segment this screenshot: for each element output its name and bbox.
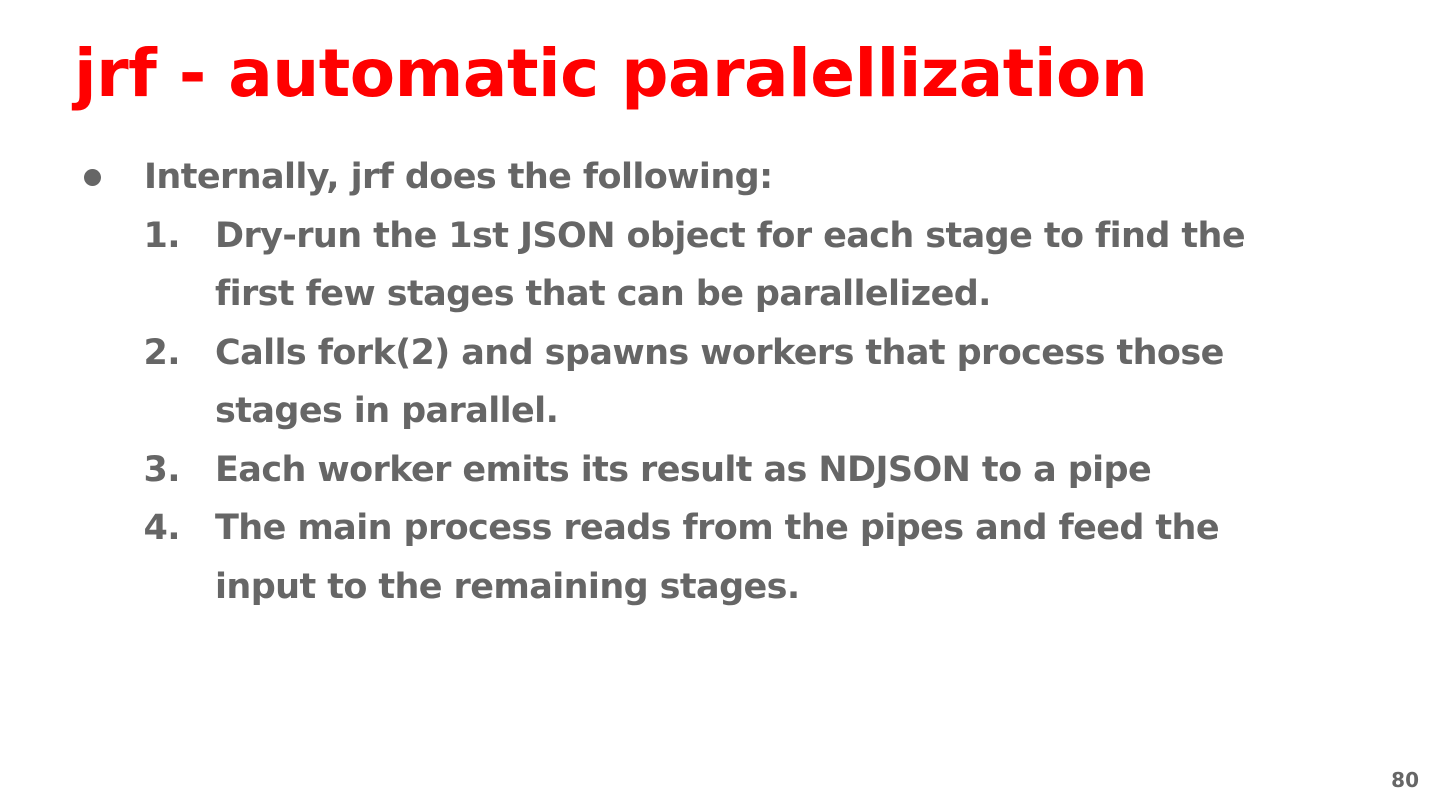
list-item-number: 4. xyxy=(143,508,180,548)
slide-title: jrf - automatic paralellization xyxy=(74,35,1148,112)
list-item-text: Calls fork(2) and spawns workers that process those stages in parallel. xyxy=(215,332,1224,431)
list-item-text: The main process reads from the pipes and feed the input to the remaining stages. xyxy=(215,508,1220,607)
list-item xyxy=(0,324,1325,441)
bullet-text: Internally, jrf does the following: xyxy=(144,157,773,197)
list-item-number: 3. xyxy=(143,449,180,490)
slide-body xyxy=(0,148,1440,616)
list-item-text: Each worker emits its result as NDJSON to a pipe xyxy=(215,449,1152,490)
bullet-item xyxy=(0,148,1440,207)
list-item xyxy=(0,441,1325,500)
list-item xyxy=(0,207,1325,324)
list-item xyxy=(0,499,1325,616)
numbered-list xyxy=(0,207,1440,617)
list-item-text: Dry-run the 1st JSON object for each stage to find the first few stages that can be parallelized. xyxy=(215,215,1245,314)
bullet-icon xyxy=(84,169,101,186)
list-item-number: 2. xyxy=(143,332,180,373)
list-item-number: 1. xyxy=(143,215,180,256)
page-number: 80 xyxy=(1391,768,1419,792)
